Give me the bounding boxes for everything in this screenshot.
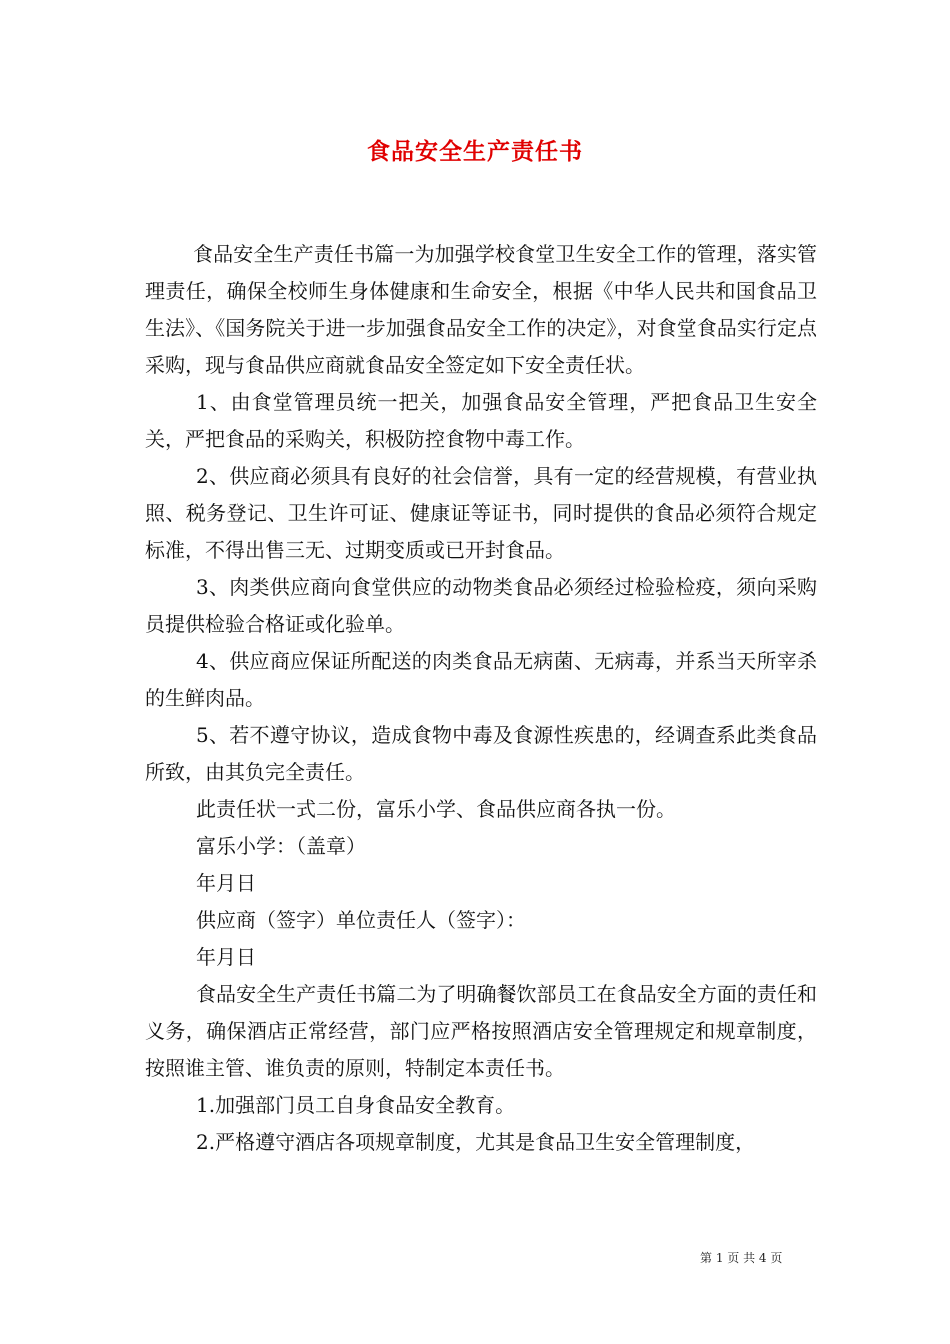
paragraph-copies: 此责任状一式二份，富乐小学、食品供应商各执一份。 bbox=[196, 797, 676, 821]
paragraph-item-2: 2、供应商必须具有良好的社会信誉，具有一定的经营规模，有营业执照、税务登记、卫生许可证、健康证等证书，同时提供的食品必须符合规定标准，不得出售三无、过期变质或已开封食品。 bbox=[145, 464, 817, 562]
paragraph-school-seal: 富乐小学：（盖章） bbox=[196, 834, 366, 858]
page-number: 第 1 页 共 4 页 bbox=[700, 1251, 783, 1265]
paragraph-item-5: 5、若不遵守协议，造成食物中毒及食源性疾患的，经调查系此类食品所致，由其负完全责任。 bbox=[145, 723, 817, 784]
paragraph-item-1: 1、由食堂管理员统一把关，加强食品安全管理，严把食品卫生安全关，严把食品的采购关，积极防控食物中毒工作。 bbox=[145, 390, 817, 451]
paragraph-part-two-intro: 食品安全生产责任书篇二为了明确餐饮部员工在食品安全方面的责任和义务，确保酒店正常经营，部门应严格按照酒店安全管理规定和规章制度，按照谁主管、谁负责的原则，特制定本责任书。 bbox=[145, 982, 817, 1080]
paragraph-item-3: 3、肉类供应商向食堂供应的动物类食品必须经过检验检疫，须向采购员提供检验合格证或化验单。 bbox=[145, 575, 817, 636]
paragraph-item-4: 4、供应商应保证所配送的肉类食品无病菌、无病毒，并系当天所宰杀的生鲜肉品。 bbox=[145, 649, 817, 710]
paragraph-date-2: 年月日 bbox=[196, 945, 256, 969]
paragraph-part-two-item-2: 2.严格遵守酒店各项规章制度，尤其是食品卫生安全管理制度， bbox=[196, 1130, 756, 1154]
paragraph-part-two-item-1: 1.加强部门员工自身食品安全教育。 bbox=[196, 1093, 516, 1117]
document-title: 食品安全生产责任书 bbox=[367, 139, 583, 165]
paragraph-intro: 食品安全生产责任书篇一为加强学校食堂卫生安全工作的管理，落实管理责任，确保全校师生身体健康和生命安全，根据《中华人民共和国食品卫生法》、《国务院关于进一步加强食品安全工作的决定》，对食堂食品实行定点采购，现与食品供应商就食品安全签定如下安全责任状。 bbox=[145, 242, 817, 377]
document-body bbox=[145, 236, 817, 1161]
paragraph-supplier-signature: 供应商（签字）单位责任人（签字）： bbox=[196, 908, 526, 932]
paragraph-date-1: 年月日 bbox=[196, 871, 256, 895]
